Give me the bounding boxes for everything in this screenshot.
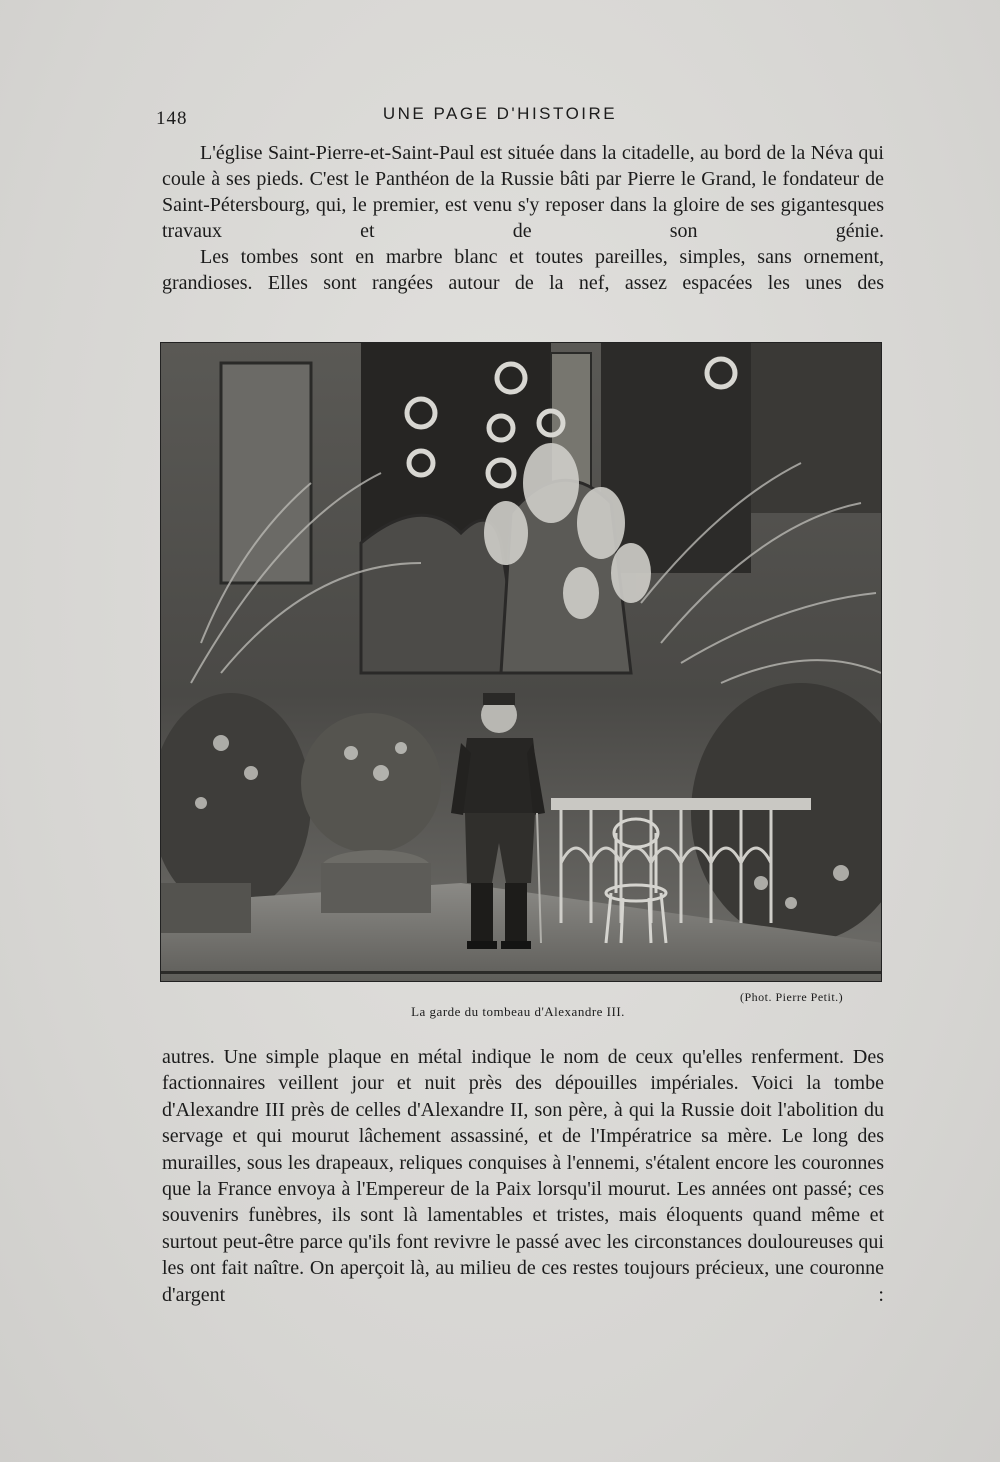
paragraph-2: Les tombes sont en marbre blanc et toutes pareilles, simples, sans ornement, grandioses. Elles sont rangées autour de la nef, assez espacées les unes des — [162, 246, 884, 294]
text-block-bottom — [162, 1044, 884, 1308]
photograph-tomb-guard — [160, 342, 882, 982]
paragraph-1: L'église Saint-Pierre-et-Saint-Paul est située dans la citadelle, au bord de la Néva qui coule à ses pieds. C'est le Panthéon de la Russie bâti par Pierre le Grand, le fondateur de Saint-Pétersbourg, qui, le premier, est venu s'y reposer dans la gloire de ses gigantesques travaux et de son génie. — [162, 142, 884, 242]
photo-credit: (Phot. Pierre Petit.) — [740, 990, 844, 1004]
paragraph-3: autres. Une simple plaque en métal indique le nom de ceux qu'elles renferment. Des factionnaires veillent jour et nuit près des dépouilles impériales. Voici la tombe d'Alexandre III près de celles d'Alexandre II, son père, à qui la Russie doit l'abolition du servage et qui mourut lâchement assassiné, et de l'Impératrice sa mère. Le long des murailles, sous les drapeaux, reliques conquises à l'ennemi, s'étalent encore les couronnes que la France envoya à l'Empereur de la Paix lorsqu'il mourut. Les années ont passé; ces souvenirs funèbres, ils sont là lamentables et tristes, mais éloquents quand même et surtout peut-être parce qu'ils font revivre le passé avec les circonstances douloureuses qui les ont fait naître. On aperçoit là, au milieu de ces restes toujours précieux, une couronne d'argent : — [162, 1046, 884, 1306]
figure-caption: La garde du tombeau d'Alexandre III. — [411, 1004, 625, 1019]
page-number: 148 — [156, 108, 188, 129]
text-block-top — [162, 140, 884, 296]
running-head: UNE PAGE D'HISTOIRE — [382, 104, 618, 123]
